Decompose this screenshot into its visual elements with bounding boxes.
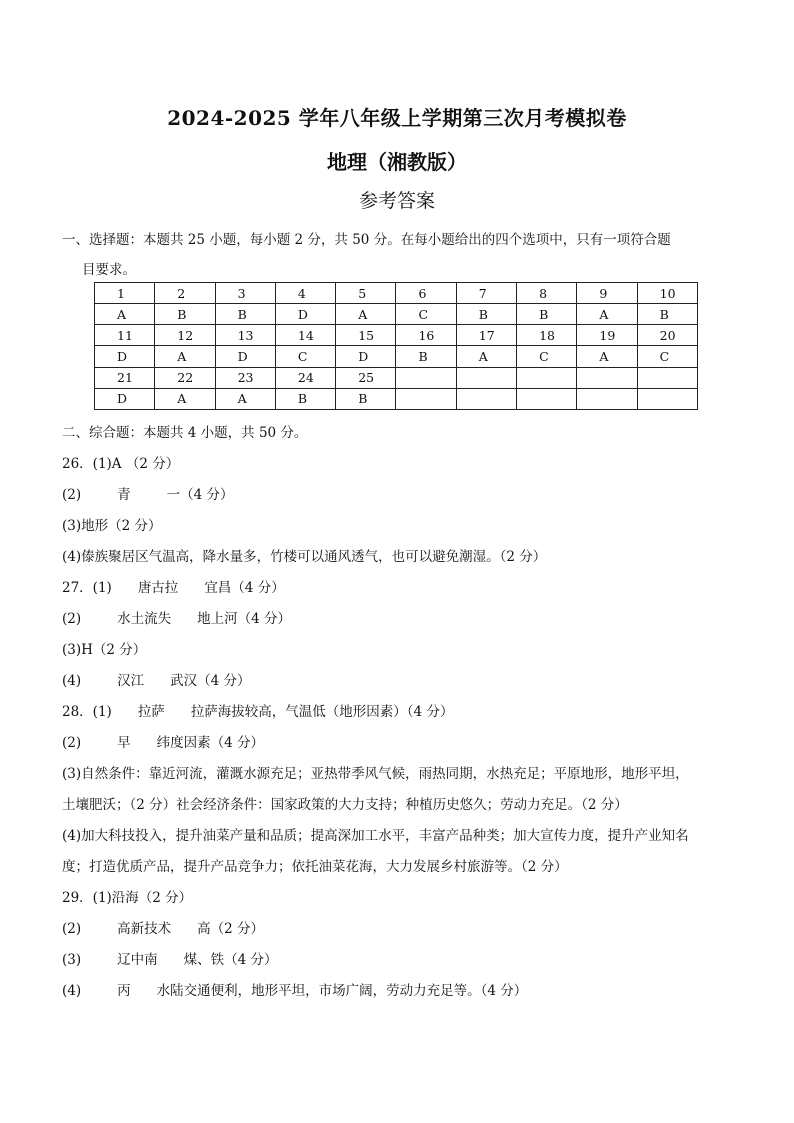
- q29-a4-number: (4): [62, 983, 82, 999]
- q26-a2-part2: 一（4 分）: [166, 487, 234, 503]
- question-number-cell: 10: [637, 283, 697, 304]
- question-number-row: [95, 367, 698, 388]
- answer-cell: A: [577, 304, 637, 325]
- answer-cell: A: [155, 346, 215, 367]
- q27-a1-part1: 唐古拉: [137, 580, 179, 596]
- answer-cell: B: [155, 304, 215, 325]
- q27-a2-part1: 水土流失: [117, 611, 172, 627]
- q29-a2-part1: 高新技术: [117, 921, 172, 937]
- answer-cell: [396, 388, 456, 409]
- question-number-cell: 22: [155, 367, 215, 388]
- question-number-cell: 4: [275, 283, 335, 304]
- subject-title: 地理（湘教版）: [327, 150, 467, 174]
- answer-row: [95, 346, 698, 367]
- q27-a4-part1: 汉江: [117, 673, 145, 689]
- q27-answer-2: [62, 607, 291, 627]
- q28-a2-part2: 纬度因素（4 分）: [156, 735, 265, 751]
- q28-answer-3: (3)自然条件：靠近河流，灌溉水源充足；亚热带季风气候，雨热同期，水热充足；平原地形，地形平坦，: [62, 766, 689, 782]
- q27-answer-3: (3)H（2 分）: [62, 642, 147, 658]
- question-number-row: [95, 325, 698, 346]
- answer-cell: A: [215, 388, 275, 409]
- q27-a1-part2: 宜昌（4 分）: [204, 580, 285, 596]
- question-number-row: [95, 283, 698, 304]
- question-number-cell: [396, 367, 456, 388]
- question-number-cell: [577, 367, 637, 388]
- section1-intro: 一、选择题：本题共 25 小题，每小题 2 分，共 50 分。在每小题给出的四个选项中，只有一项符合题: [62, 232, 671, 248]
- question-number-cell: 11: [95, 325, 155, 346]
- question-number-cell: 20: [637, 325, 697, 346]
- answer-cell: A: [456, 346, 516, 367]
- question-number-cell: 12: [155, 325, 215, 346]
- answer-cell: B: [275, 388, 335, 409]
- q27-a4-part2: 武汉（4 分）: [170, 673, 251, 689]
- q29-answer-2: [62, 917, 264, 937]
- answer-cell: D: [95, 388, 155, 409]
- question-number-cell: 5: [336, 283, 396, 304]
- question-number-cell: 13: [215, 325, 275, 346]
- answer-cell: B: [215, 304, 275, 325]
- answer-cell: [517, 388, 577, 409]
- question-number-cell: 25: [336, 367, 396, 388]
- q28-a1-part1: 拉萨: [137, 704, 165, 720]
- answer-cell: [456, 388, 516, 409]
- q28-answer-1: [62, 700, 453, 720]
- q29-a2-part2: 高（2 分）: [197, 921, 265, 937]
- answer-cell: B: [456, 304, 516, 325]
- question-number-cell: [456, 367, 516, 388]
- question-number-cell: 24: [275, 367, 335, 388]
- answer-cell: B: [396, 346, 456, 367]
- section2-intro: 二、综合题：本题共 4 小题，共 50 分。: [62, 425, 308, 441]
- q27-a2-number: (2): [62, 611, 82, 627]
- q27-a2-part2: 地上河（4 分）: [197, 611, 292, 627]
- question-number-cell: 14: [275, 325, 335, 346]
- q29-a4-part1: 丙: [117, 983, 131, 999]
- question-number-cell: 3: [215, 283, 275, 304]
- q27-answer-4: [62, 669, 251, 689]
- q28-a2-number: (2): [62, 735, 82, 751]
- question-number-cell: 16: [396, 325, 456, 346]
- document-title: 2024-2025 学年八年级上学期第三次月考模拟卷: [167, 106, 627, 130]
- answer-row: [95, 388, 698, 409]
- answer-key-heading: 参考答案: [358, 190, 435, 212]
- answer-cell: D: [275, 304, 335, 325]
- answer-cell: A: [336, 304, 396, 325]
- q28-answer-4: (4)加大科技投入，提升油菜产量和品质；提高深加工水平，丰富产品种类；加大宣传力度，提升产业知名: [62, 828, 689, 844]
- answer-cell: D: [215, 346, 275, 367]
- q26-answer-1: 26．(1)A （2 分）: [62, 456, 180, 472]
- q28-answer-4-cont: 度；打造优质产品，提升产品竞争力；依托油菜花海，大力发展乡村旅游等。（2 分）: [62, 859, 568, 875]
- q29-answer-3: [62, 948, 278, 968]
- question-number-cell: 7: [456, 283, 516, 304]
- q26-answer-2: [62, 483, 234, 503]
- question-number-cell: 2: [155, 283, 215, 304]
- question-number-cell: 1: [95, 283, 155, 304]
- section1-intro-cont: 目要求。: [82, 262, 136, 278]
- answer-cell: B: [336, 388, 396, 409]
- answer-cell: A: [155, 388, 215, 409]
- q26-a2-number: (2): [62, 487, 82, 503]
- answer-cell: D: [95, 346, 155, 367]
- answer-cell: B: [517, 304, 577, 325]
- q28-answer-2: [62, 731, 264, 751]
- q28-answer-3-cont: 土壤肥沃；（2 分）社会经济条件：国家政策的大力支持；种植历史悠久；劳动力充足。（2 分）: [62, 797, 628, 813]
- q26-answer-3: (3)地形（2 分）: [62, 518, 162, 534]
- answer-cell: C: [517, 346, 577, 367]
- answer-cell: [577, 388, 637, 409]
- answer-cell: B: [637, 304, 697, 325]
- answer-row: [95, 304, 698, 325]
- q29-a2-number: (2): [62, 921, 82, 937]
- q27-a1-number: 27．(1): [62, 580, 112, 596]
- q29-answer-1: 29．(1)沿海（2 分）: [62, 890, 193, 906]
- question-number-cell: 15: [336, 325, 396, 346]
- answer-table: [94, 282, 698, 410]
- q29-a3-part2: 煤、铁（4 分）: [183, 952, 278, 968]
- q29-a3-part1: 辽中南: [117, 952, 158, 968]
- question-number-cell: [637, 367, 697, 388]
- q29-a4-part2: 水陆交通便利，地形平坦，市场广阔，劳动力充足等。（4 分）: [156, 983, 528, 999]
- q28-a1-part2: 拉萨海拔较高，气温低（地形因素）（4 分）: [190, 704, 454, 720]
- answer-cell: A: [95, 304, 155, 325]
- q26-a2-part1: 青: [117, 487, 131, 503]
- answer-cell: C: [637, 346, 697, 367]
- question-number-cell: 9: [577, 283, 637, 304]
- question-number-cell: 19: [577, 325, 637, 346]
- answer-cell: D: [336, 346, 396, 367]
- question-number-cell: [517, 367, 577, 388]
- q29-a3-number: (3): [62, 952, 82, 968]
- q26-answer-4: (4)傣族聚居区气温高，降水量多，竹楼可以通风透气，也可以避免潮湿。（2 分）: [62, 549, 547, 565]
- question-number-cell: 6: [396, 283, 456, 304]
- answer-cell: [637, 388, 697, 409]
- question-number-cell: 21: [95, 367, 155, 388]
- q27-answer-1: [62, 576, 285, 596]
- question-number-cell: 8: [517, 283, 577, 304]
- answer-cell: C: [396, 304, 456, 325]
- question-number-cell: 17: [456, 325, 516, 346]
- q28-a2-part1: 早: [117, 735, 131, 751]
- q28-a1-number: 28．(1): [62, 704, 112, 720]
- question-number-cell: 18: [517, 325, 577, 346]
- question-number-cell: 23: [215, 367, 275, 388]
- answer-cell: C: [275, 346, 335, 367]
- q27-a4-number: (4): [62, 673, 82, 689]
- answer-cell: A: [577, 346, 637, 367]
- q29-answer-4: [62, 979, 527, 999]
